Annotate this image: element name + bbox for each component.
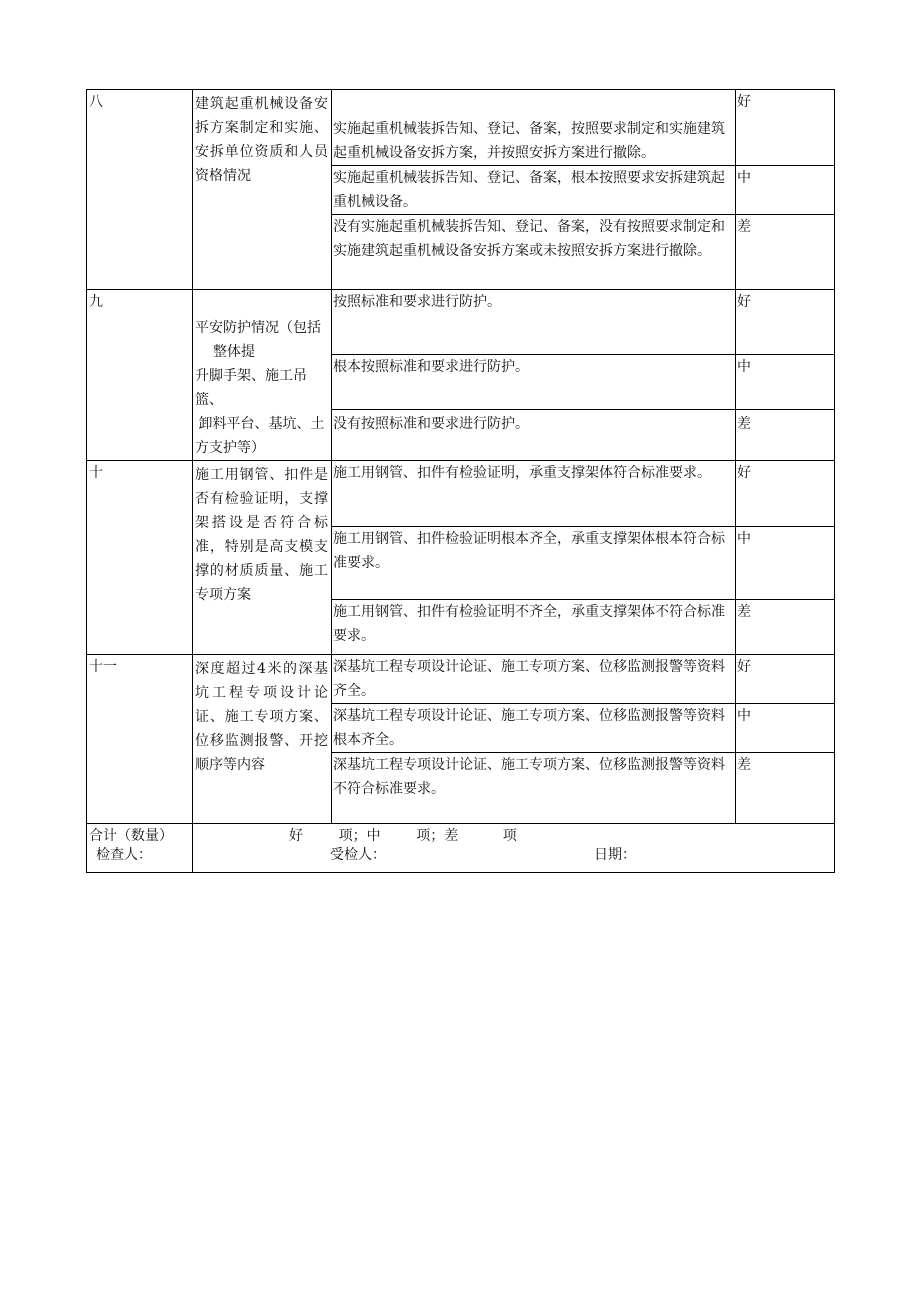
total-row [87, 824, 835, 873]
table-row [87, 290, 835, 355]
item-description-line: 方支护等） [195, 440, 265, 456]
grade-standard [332, 410, 736, 461]
grade-label: 好 [736, 461, 835, 527]
item-description: 建筑起重机械设备安拆方案制定和实施、安拆单位资质和人员资格情况 [193, 90, 332, 290]
total-counts-text: 好 项；中 项；差 项 [289, 828, 517, 844]
grade-label: 中 [736, 527, 835, 600]
inspection-table [86, 89, 835, 873]
item-description-line: 卸料平台、基坑、土 [198, 416, 325, 432]
grade-label: 差 [736, 215, 835, 290]
total-label: 合计（数量） [87, 824, 193, 873]
inspected-party-label: 受检人： [330, 847, 386, 863]
grade-standard: 实施起重机械装拆告知、登记、备案，根本按照要求安拆建筑起重机械设备。 [332, 166, 736, 215]
item-number: 九 [87, 290, 193, 461]
item-description-line: 平安防护情况（包括 [195, 320, 321, 336]
grade-standard: 深基坑工程专项设计论证、施工专项方案、位移监测报警等资料齐全。 [332, 655, 736, 704]
grade-label: 中 [736, 166, 835, 215]
grade-standard: 深基坑工程专项设计论证、施工专项方案、位移监测报警等资料根本齐全。 [332, 704, 736, 753]
item-description-line: 整体提 [213, 344, 255, 360]
grade-standard-text: 没有按照标准和要求进行防护。 [333, 416, 529, 433]
grade-label: 好 [736, 290, 835, 355]
grade-label: 好 [736, 655, 835, 704]
grade-label [736, 410, 835, 461]
inspector-label: 检查人： [96, 847, 152, 863]
item-description: 施工用钢管、扣件是否有检验证明，支撑架搭设是否符合标准，特别是高支模支撑的材质质量、施工专项方案 [193, 461, 332, 655]
grade-standard-text: 实施起重机械装拆告知、登记、备案，按照要求制定和实施建筑起重机械设备安拆方案，并按照安拆方案进行撤除。 [333, 121, 725, 161]
item-description: 深度超过4米的深基坑工程专项设计论证、施工专项方案、位移监测报警、开挖顺序等内容 [193, 655, 332, 824]
table-row [87, 461, 835, 527]
grade-standard: 深基坑工程专项设计论证、施工专项方案、位移监测报警等资料不符合标准要求。 [332, 753, 736, 824]
item-number: 十一 [87, 655, 193, 824]
table-row [87, 90, 835, 166]
item-description-line: 升脚手架、施工吊篮、 [195, 368, 307, 408]
item-number: 八 [87, 90, 193, 290]
grade-label: 中 [736, 704, 835, 753]
grade-standard: 根本按照标准和要求进行防护。 [332, 354, 736, 409]
grade-standard [332, 90, 736, 166]
table-row [87, 655, 835, 704]
item-number: 十 [87, 461, 193, 655]
grade-standard: 没有实施起重机械装拆告知、登记、备案，没有按照要求制定和实施建筑起重机械设备安拆方案或未按照安拆方案进行撤除。 [332, 215, 736, 290]
grade-standard: 施工用钢管、扣件有检验证明，承重支撑架体符合标准要求。 [332, 461, 736, 527]
item-description [193, 290, 332, 461]
grade-label: 好 [736, 90, 835, 166]
grade-label: 中 [736, 354, 835, 409]
grade-label-text: 差 [737, 416, 751, 433]
grade-standard: 施工用钢管、扣件检验证明根本齐全，承重支撑架体根本符合标准要求。 [332, 527, 736, 600]
grade-standard: 施工用钢管、扣件有检验证明不齐全，承重支撑架体不符合标准要求。 [332, 600, 736, 655]
grade-label: 差 [736, 753, 835, 824]
date-label: 日期： [594, 847, 636, 863]
grade-standard: 按照标准和要求进行防护。 [332, 290, 736, 355]
grade-label: 差 [736, 600, 835, 655]
total-counts [193, 824, 835, 873]
